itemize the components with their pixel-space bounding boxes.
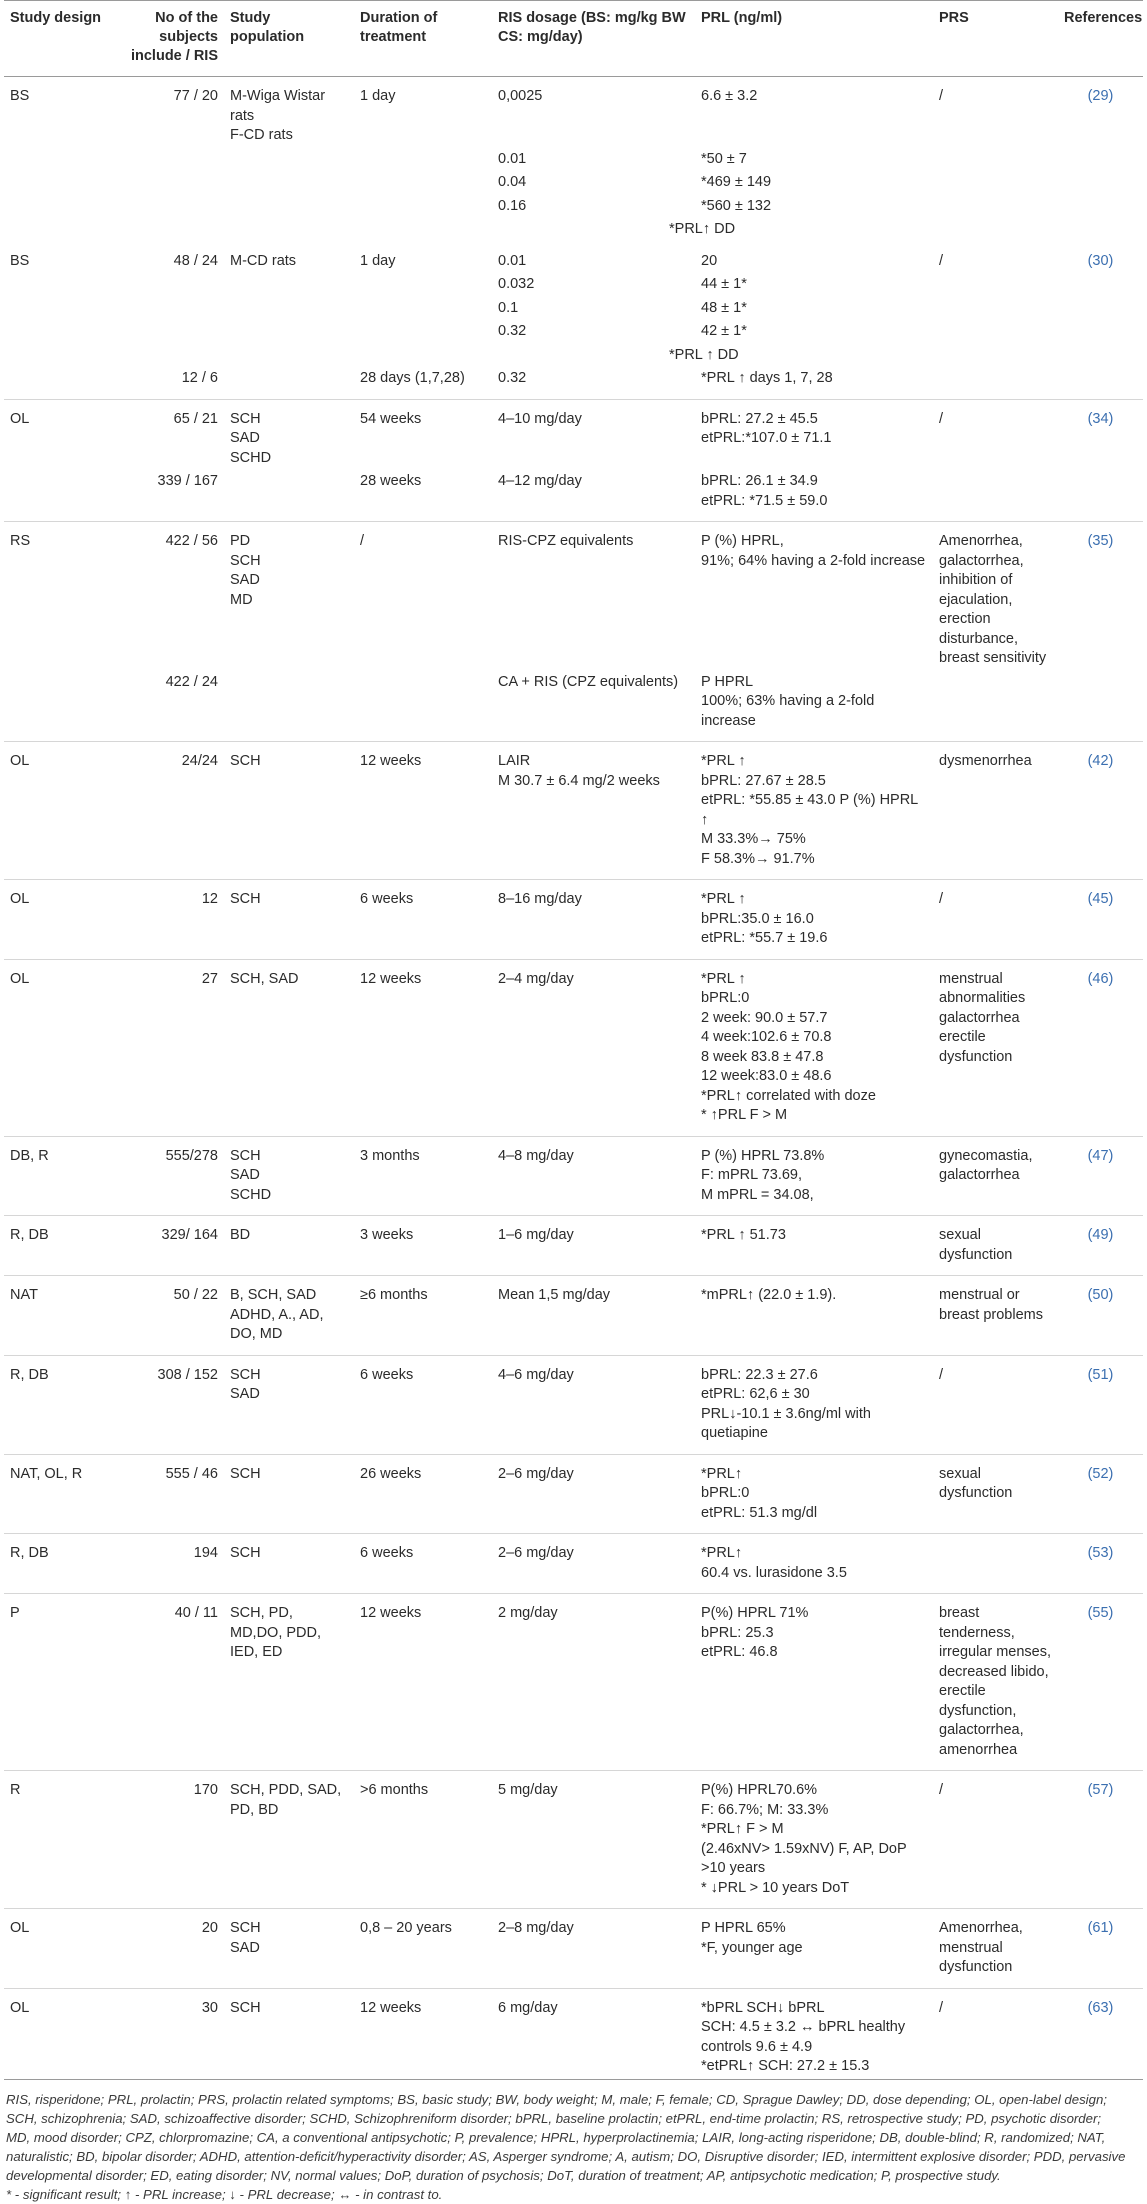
- cell-study-population: [224, 297, 354, 321]
- cell-study-population: [224, 148, 354, 172]
- header-prs: PRS: [933, 1, 1058, 77]
- cell-duration: 12 weeks: [354, 1988, 492, 2079]
- cell-prs: Amenorrhea, galactorrhea, inhibition of ejaculation, erection disturbance, breast sensitivity: [939, 533, 1047, 666]
- cell-reference[interactable]: [1058, 171, 1143, 195]
- cell-reference[interactable]: (51): [1058, 1355, 1143, 1454]
- cell-reference[interactable]: (61): [1058, 1909, 1143, 1989]
- cell-ris-dosage: 0,0025: [498, 88, 543, 104]
- table-row: [4, 1216, 1143, 1276]
- cell-reference[interactable]: (42): [1058, 742, 1143, 880]
- cell-ris-dosage: 0.32: [492, 367, 695, 399]
- cell-duration: 3 months: [354, 1136, 492, 1216]
- header-duration: Duration of treatment: [354, 1, 492, 77]
- cell-subjects: 555/278: [114, 1136, 224, 1216]
- cell-prl: *469 ± 149: [701, 174, 772, 190]
- cell-subjects: 329/ 164: [114, 1216, 224, 1276]
- cell-ris-dosage: 6 mg/day: [492, 1988, 695, 2079]
- cell-prs: [933, 320, 1058, 344]
- cell-study-population: SCH, SAD: [224, 959, 354, 1136]
- risperidone-prolactin-table: [4, 0, 1143, 2080]
- table-row: [4, 148, 1143, 172]
- cell-subjects: 422 / 24: [114, 671, 224, 742]
- cell-study-design: OL: [4, 959, 114, 1136]
- cell-prs: [933, 297, 1058, 321]
- cell-duration: 26 weeks: [354, 1454, 492, 1534]
- cell-subjects: [114, 195, 224, 219]
- cell-reference[interactable]: [1058, 273, 1143, 297]
- cell-study-design: BS: [10, 88, 30, 104]
- cell-duration: >6 months: [354, 1771, 492, 1909]
- cell-duration: [354, 171, 492, 195]
- cell-prl: *PRL ↑ bPRL:0 2 week: 90.0 ± 57.7 4 week:102.6 ± 70.8 8 week 83.8 ± 47.8 12 week:83.0 ± 48.6 *PRL↑ correlated with doze * ↑PRL F > M: [695, 959, 933, 1136]
- cell-study-design: OL: [4, 742, 114, 880]
- cell-study-design: [4, 273, 114, 297]
- cell-reference[interactable]: (30): [1087, 252, 1114, 269]
- cell-prs: /: [933, 1771, 1058, 1909]
- cell-duration: /: [360, 533, 365, 549]
- cell-subjects: 20: [114, 1909, 224, 1989]
- table-row: [4, 1276, 1143, 1356]
- cell-study-population: SCH: [224, 1454, 354, 1534]
- cell-study-population: SCH SAD SCHD: [224, 1136, 354, 1216]
- cell-prs: menstrual abnormalities galactorrhea erectile dysfunction: [933, 959, 1058, 1136]
- cell-reference[interactable]: (57): [1058, 1771, 1143, 1909]
- cell-ris-dosage: 5 mg/day: [492, 1771, 695, 1909]
- cell-subjects: 40 / 11: [114, 1594, 224, 1771]
- cell-prs: /: [939, 88, 944, 104]
- table-row: [4, 77, 1143, 148]
- cell-study-population: [224, 470, 354, 522]
- cell-prs: [933, 1534, 1058, 1594]
- cell-reference[interactable]: (52): [1058, 1454, 1143, 1534]
- cell-study-population: SCH: [224, 1988, 354, 2079]
- header-study-population: Study population: [224, 1, 354, 77]
- cell-duration: [354, 148, 492, 172]
- dose-dependence-note: *PRL ↑ DD: [669, 346, 739, 363]
- cell-study-population: SCH, PD, MD,DO, PDD, IED, ED: [224, 1594, 354, 1771]
- cell-study-population: SCH SAD: [224, 1355, 354, 1454]
- cell-prl: 20: [701, 252, 718, 269]
- cell-study-population: [224, 320, 354, 344]
- cell-study-population: SCH SAD: [224, 1909, 354, 1989]
- cell-prl: 42 ± 1*: [701, 323, 747, 339]
- cell-reference[interactable]: (55): [1058, 1594, 1143, 1771]
- cell-reference[interactable]: [1058, 320, 1143, 344]
- cell-duration: 28 days (1,7,28): [354, 367, 492, 399]
- cell-ris-dosage: RIS-CPZ equivalents: [498, 533, 634, 549]
- table-row: [4, 242, 1143, 274]
- cell-ris-dosage: 4–6 mg/day: [492, 1355, 695, 1454]
- header-ris-dosage: RIS dosage (BS: mg/kg BW CS: mg/day): [492, 1, 695, 77]
- cell-ris-dosage: [492, 344, 695, 368]
- cell-subjects: [114, 171, 224, 195]
- cell-reference[interactable]: (34): [1087, 410, 1114, 427]
- cell-study-design: R, DB: [4, 1216, 114, 1276]
- table-footnotes: [4, 2090, 1134, 2204]
- table-row: [4, 959, 1143, 1136]
- table-row: [4, 218, 1143, 242]
- cell-subjects: 77 / 20: [173, 88, 218, 104]
- header-prl: PRL (ng/ml): [695, 1, 933, 77]
- cell-prs: [933, 470, 1058, 522]
- cell-study-design: RS: [10, 533, 31, 549]
- table-row: [4, 671, 1143, 742]
- cell-reference[interactable]: [1058, 367, 1143, 399]
- cell-prs: /: [933, 880, 1058, 960]
- cell-study-design: R: [4, 1771, 114, 1909]
- cell-study-design: [4, 297, 114, 321]
- cell-subjects: 30: [114, 1988, 224, 2079]
- table-body: [4, 77, 1143, 2080]
- cell-subjects: 24/24: [114, 742, 224, 880]
- cell-study-population: [224, 344, 354, 368]
- cell-prs: menstrual or breast problems: [933, 1276, 1058, 1356]
- cell-study-design: P: [4, 1594, 114, 1771]
- cell-reference[interactable]: (46): [1058, 959, 1143, 1136]
- cell-ris-dosage: 2 mg/day: [492, 1594, 695, 1771]
- cell-prs: /: [933, 1355, 1058, 1454]
- table-row: [4, 171, 1143, 195]
- cell-duration: 54 weeks: [360, 410, 422, 427]
- cell-subjects: [114, 320, 224, 344]
- footnote-symbols: * - significant result; ↑ - PRL increase; ↓ - PRL decrease; ↔ - in contrast to.: [6, 2186, 443, 2202]
- cell-prs: [933, 195, 1058, 219]
- cell-prs: dysmenorrhea: [933, 742, 1058, 880]
- header-subjects: No of the subjects include / RIS: [114, 1, 224, 77]
- cell-duration: 12 weeks: [354, 1594, 492, 1771]
- cell-reference[interactable]: [1058, 195, 1143, 219]
- table-row: [4, 344, 1143, 368]
- cell-duration: 1 day: [360, 252, 396, 269]
- cell-ris-dosage: Mean 1,5 mg/day: [492, 1276, 695, 1356]
- cell-prs: /: [933, 1988, 1058, 2079]
- table-row: [4, 320, 1143, 344]
- cell-ris-dosage: 0.01: [498, 150, 527, 167]
- cell-prs: [933, 671, 1058, 742]
- cell-study-design: OL: [4, 1909, 114, 1989]
- cell-prs: sexual dysfunction: [933, 1454, 1058, 1534]
- cell-subjects: 555 / 46: [114, 1454, 224, 1534]
- cell-ris-dosage: CA + RIS (CPZ equivalents): [492, 671, 695, 742]
- cell-reference[interactable]: [1058, 671, 1143, 742]
- cell-subjects: 12 / 6: [114, 367, 224, 399]
- cell-study-design: [4, 218, 114, 242]
- cell-study-population: BD: [224, 1216, 354, 1276]
- cell-prl: 44 ± 1*: [701, 276, 747, 292]
- cell-duration: [354, 344, 492, 368]
- cell-ris-dosage: 4–10 mg/day: [498, 410, 582, 427]
- table-row: [4, 522, 1143, 671]
- cell-subjects: 27: [114, 959, 224, 1136]
- cell-prs: [933, 148, 1058, 172]
- cell-study-design: OL: [4, 1988, 114, 2079]
- cell-prs: sexual dysfunction: [933, 1216, 1058, 1276]
- cell-prl: P (%) HPRL, 91%; 64% having a 2-fold increase: [701, 533, 926, 569]
- cell-reference[interactable]: [1058, 148, 1143, 172]
- cell-study-design: OL: [4, 880, 114, 960]
- header-references: References: [1058, 1, 1143, 77]
- cell-subjects: 12: [114, 880, 224, 960]
- cell-reference[interactable]: (63): [1058, 1988, 1143, 2079]
- cell-reference[interactable]: [1058, 470, 1143, 522]
- cell-prl: *PRL↑ bPRL:0 etPRL: 51.3 mg/dl: [695, 1454, 933, 1534]
- cell-study-population: SCH: [224, 1534, 354, 1594]
- table-row: [4, 470, 1143, 522]
- cell-duration: [354, 671, 492, 742]
- cell-study-population: PD SCH SAD MD: [230, 533, 261, 608]
- cell-prl: P HPRL 100%; 63% having a 2-fold increase: [695, 671, 933, 742]
- cell-prl: bPRL: 27.2 ± 45.5 etPRL:*107.0 ± 71.1: [701, 410, 832, 446]
- cell-duration: 6 weeks: [354, 1534, 492, 1594]
- cell-ris-dosage: 0.01: [498, 252, 527, 269]
- cell-prl: *PRL ↑ bPRL: 27.67 ± 28.5 etPRL: *55.85 ± 43.0 P (%) HPRL ↑ M 33.3%→ 75% F 58.3%→ 91.7%: [695, 742, 933, 880]
- cell-prs: gynecomastia, galactorrhea: [933, 1136, 1058, 1216]
- cell-ris-dosage: LAIR M 30.7 ± 6.4 mg/2 weeks: [492, 742, 695, 880]
- cell-reference[interactable]: (45): [1058, 880, 1143, 960]
- cell-study-population: SCH: [224, 880, 354, 960]
- cell-study-design: [4, 344, 114, 368]
- cell-study-design: NAT: [4, 1276, 114, 1356]
- cell-study-design: [4, 171, 114, 195]
- cell-subjects: [114, 218, 224, 242]
- cell-prl: *PRL ↑ bPRL:35.0 ± 16.0 etPRL: *55.7 ± 19.6: [695, 880, 933, 960]
- cell-prl: *PRL↑ 60.4 vs. lurasidone 3.5: [695, 1534, 933, 1594]
- cell-study-design: DB, R: [4, 1136, 114, 1216]
- table-row: [4, 1534, 1143, 1594]
- cell-study-population: [224, 195, 354, 219]
- cell-prl: bPRL: 26.1 ± 34.9 etPRL: *71.5 ± 59.0: [695, 470, 933, 522]
- cell-study-design: [4, 320, 114, 344]
- cell-subjects: [114, 148, 224, 172]
- cell-ris-dosage: 0.16: [498, 197, 527, 214]
- cell-prl: 48 ± 1*: [701, 299, 747, 316]
- cell-duration: ≥6 months: [354, 1276, 492, 1356]
- cell-duration: [354, 195, 492, 219]
- cell-prs: [933, 367, 1058, 399]
- header-study-design: Study design: [4, 1, 114, 77]
- cell-ris-dosage: 2–4 mg/day: [492, 959, 695, 1136]
- cell-duration: [354, 218, 492, 242]
- cell-prl: *560 ± 132: [701, 197, 772, 214]
- cell-study-design: OL: [10, 410, 30, 427]
- cell-prl: P(%) HPRL70.6% F: 66.7%; M: 33.3% *PRL↑ F > M (2.46xNV> 1.59xNV) F, AP, DoP >10 years * ↓PRL > 10 years DoT: [695, 1771, 933, 1909]
- cell-subjects: [114, 273, 224, 297]
- table-row: [4, 1771, 1143, 1909]
- cell-study-population: M-CD rats: [230, 252, 297, 269]
- cell-subjects: [114, 344, 224, 368]
- cell-reference[interactable]: (53): [1058, 1534, 1143, 1594]
- cell-ris-dosage: 4–8 mg/day: [492, 1136, 695, 1216]
- cell-duration: 12 weeks: [354, 742, 492, 880]
- cell-duration: 3 weeks: [354, 1216, 492, 1276]
- cell-ris-dosage: 8–16 mg/day: [492, 880, 695, 960]
- table-row: [4, 1594, 1143, 1771]
- table-header: [4, 1, 1143, 77]
- cell-ris-dosage: 0.04: [498, 174, 527, 190]
- cell-subjects: 308 / 152: [114, 1355, 224, 1454]
- cell-study-design: [4, 195, 114, 219]
- cell-prs: /: [939, 410, 944, 427]
- cell-duration: 0,8 – 20 years: [354, 1909, 492, 1989]
- cell-ris-dosage: 0.1: [498, 299, 519, 316]
- cell-study-design: R, DB: [4, 1534, 114, 1594]
- cell-study-design: [4, 671, 114, 742]
- cell-subjects: 339 / 167: [114, 470, 224, 522]
- cell-duration: 28 weeks: [354, 470, 492, 522]
- cell-ris-dosage: 4–12 mg/day: [492, 470, 695, 522]
- cell-prs: /: [939, 252, 944, 269]
- cell-duration: [354, 297, 492, 321]
- cell-subjects: 48 / 24: [173, 252, 218, 269]
- cell-study-design: [4, 148, 114, 172]
- cell-study-design: BS: [10, 252, 30, 269]
- table-row: [4, 1454, 1143, 1534]
- table-row: [4, 1909, 1143, 1989]
- footnote-abbreviations: RIS, risperidone; PRL, prolactin; PRS, prolactin related symptoms; BS, basic study; BW, body weight; M, male; F, female; CD, Sprague Dawley; DD, dose depending; OL, open-label design; SCH, schizophrenia; SAD, schizoaffective disorder; SCHD, Schizophreniform disorder; bPRL, baseline prolactin; etPRL, end-time prolactin; RS, retrospective study; PD, psychotic disorder; MD, mood disorder; CPZ, chlorpromazine; CA, a conventional antipsychotic; P, prevalence; HPRL, hyperprolactinemia; LAIR, long-acting risperidone; DB, double-blind; R, randomized; NAT, naturalistic; BD, bipolar disorder; ADHD, attention-deficit/hyperactivity disorder; AS, Asperger syndrome; A, autism; DO, Disruptive disorder; IED, intermittent explosive disorder; PDD, pervasive developmental disorder; ED, eating disorder; NV, normal values; DoP, duration of psychosis; DoT, duration of treatment; AP, antipsychotic medication; P, prospective study.: [6, 2091, 1126, 2183]
- cell-reference[interactable]: (49): [1058, 1216, 1143, 1276]
- cell-subjects: 194: [114, 1534, 224, 1594]
- cell-study-population: SCH SAD SCHD: [230, 410, 272, 466]
- table-row: [4, 742, 1143, 880]
- cell-prl: P(%) HPRL 71% bPRL: 25.3 etPRL: 46.8: [695, 1594, 933, 1771]
- cell-prl: *mPRL↑ (22.0 ± 1.9).: [695, 1276, 933, 1356]
- cell-prl: *PRL ↑ days 1, 7, 28: [695, 367, 933, 399]
- table-row: [4, 367, 1143, 399]
- cell-prs: [933, 171, 1058, 195]
- cell-prl: bPRL: 22.3 ± 27.6 etPRL: 62,6 ± 30 PRL↓-10.1 ± 3.6ng/ml with quetiapine: [695, 1355, 933, 1454]
- cell-subjects: [114, 297, 224, 321]
- cell-prs: breast tenderness, irregular menses, decreased libido, erectile dysfunction, galactorrhea, amenorrhea: [933, 1594, 1058, 1771]
- cell-ris-dosage: 2–8 mg/day: [492, 1909, 695, 1989]
- cell-prl: P HPRL 65% *F, younger age: [695, 1909, 933, 1989]
- cell-study-population: [224, 171, 354, 195]
- cell-reference[interactable]: (29): [1087, 88, 1114, 104]
- cell-duration: 12 weeks: [354, 959, 492, 1136]
- cell-subjects: 50 / 22: [114, 1276, 224, 1356]
- cell-prs: Amenorrhea, menstrual dysfunction: [933, 1909, 1058, 1989]
- cell-prl: P (%) HPRL 73.8% F: mPRL 73.69, M mPRL = 34.08,: [695, 1136, 933, 1216]
- cell-subjects: 170: [114, 1771, 224, 1909]
- dose-dependence-note: *PRL↑ DD: [669, 221, 736, 237]
- cell-duration: [354, 273, 492, 297]
- cell-ris-dosage: 1–6 mg/day: [492, 1216, 695, 1276]
- table-row: [4, 880, 1143, 960]
- cell-duration: 1 day: [360, 88, 396, 104]
- table-row: [4, 1355, 1143, 1454]
- cell-study-population: B, SCH, SAD ADHD, A., AD, DO, MD: [224, 1276, 354, 1356]
- cell-study-population: [224, 367, 354, 399]
- cell-ris-dosage: 0.032: [498, 276, 535, 292]
- cell-subjects: 65 / 21: [173, 410, 218, 427]
- cell-prl: *bPRL SCH↓ bPRL SCH: 4.5 ± 3.2 ↔ bPRL healthy controls 9.6 ± 4.9 *etPRL↑ SCH: 27.2 ± 15.3: [695, 1988, 933, 2079]
- cell-study-population: [224, 273, 354, 297]
- cell-reference[interactable]: [1058, 297, 1143, 321]
- cell-prl: *PRL ↑ 51.73: [695, 1216, 933, 1276]
- cell-ris-dosage: [492, 218, 695, 242]
- cell-duration: 6 weeks: [354, 880, 492, 960]
- table-row: [4, 297, 1143, 321]
- cell-study-population: SCH: [224, 742, 354, 880]
- table-row: [4, 1136, 1143, 1216]
- cell-ris-dosage: 2–6 mg/day: [492, 1534, 695, 1594]
- table-row: [4, 195, 1143, 219]
- cell-prl: *50 ± 7: [701, 150, 747, 167]
- cell-study-population: [224, 218, 354, 242]
- cell-study-population: M-Wiga Wistar rats F-CD rats: [230, 88, 326, 143]
- cell-ris-dosage: 2–6 mg/day: [492, 1454, 695, 1534]
- cell-prs: [933, 273, 1058, 297]
- cell-reference[interactable]: (50): [1058, 1276, 1143, 1356]
- table-row: [4, 1988, 1143, 2079]
- table-row: [4, 273, 1143, 297]
- cell-study-population: SCH, PDD, SAD, PD, BD: [224, 1771, 354, 1909]
- cell-duration: [354, 320, 492, 344]
- table-row: [4, 399, 1143, 470]
- cell-prl: 6.6 ± 3.2: [701, 88, 758, 104]
- cell-duration: 6 weeks: [354, 1355, 492, 1454]
- cell-study-design: [4, 367, 114, 399]
- cell-study-design: R, DB: [4, 1355, 114, 1454]
- cell-reference[interactable]: (35): [1087, 533, 1114, 549]
- cell-study-population: [224, 671, 354, 742]
- cell-ris-dosage: 0.32: [498, 323, 527, 339]
- cell-study-design: NAT, OL, R: [4, 1454, 114, 1534]
- cell-subjects: 422 / 56: [165, 533, 218, 549]
- cell-study-design: [4, 470, 114, 522]
- cell-reference[interactable]: (47): [1058, 1136, 1143, 1216]
